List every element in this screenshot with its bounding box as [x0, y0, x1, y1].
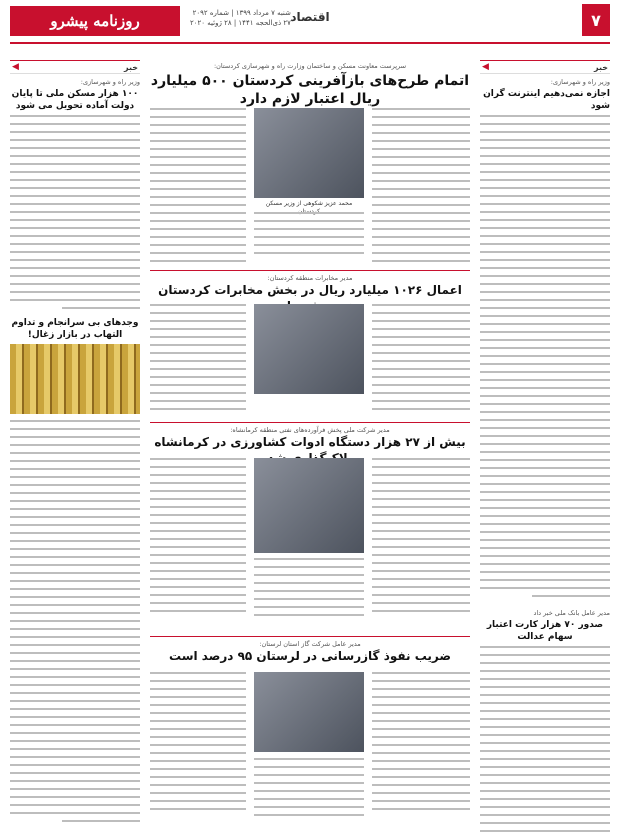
story3-divider — [150, 422, 470, 423]
middle-column — [150, 60, 470, 830]
right-headline-1: اجازه نمی‌دهیم اینترنت گران شود — [483, 89, 610, 111]
story3-kicker: مدیر شرکت ملی پخش فرآورده‌های نفتی منطقه کرمانشاه: — [230, 426, 390, 434]
story3-body-left — [150, 458, 246, 628]
story4-headline: ضریب نفوذ گازرسانی در لرستان ۹۵ درصد است — [169, 649, 451, 663]
issue-line-1: شنبه ۷ مرداد ۱۳۹۹ | شماره ۲۰۹۲ — [192, 9, 291, 17]
left-headline-1: ۱۰۰ هزار مسکن ملی تا پایان دولت آماده تحویل می شود — [11, 89, 139, 111]
story1-kicker: سرپرست معاونت مسکن و ساختمان وزارت راه و شهرسازی کردستان: — [213, 62, 407, 70]
header-rule — [10, 42, 610, 44]
left-news-bar — [10, 60, 140, 74]
left-body-2 — [10, 420, 140, 830]
story2-portrait-photo — [254, 304, 364, 394]
story3-body-right — [372, 458, 470, 628]
right-news-label: خبر — [593, 62, 608, 72]
story4-body-left — [150, 672, 246, 826]
story-kurdistan-renovation — [150, 60, 470, 265]
story4-body-right — [372, 672, 470, 826]
story1-headline: اتمام طرح‌های بازآفرینی کردستان ۵۰۰ میلیارد ریال اعتبار لازم دارد — [150, 73, 470, 107]
arrow-left-icon: ◀ — [482, 62, 489, 72]
left-kicker-1: وزیر راه و شهرسازی: — [80, 78, 140, 86]
newspaper-logo: روزنامه پیشرو — [10, 6, 180, 36]
story1-portrait-photo — [254, 108, 364, 198]
story2-body-right — [372, 304, 470, 414]
story4-divider — [150, 636, 470, 637]
story4-portrait-photo — [254, 672, 364, 752]
right-body-1 — [480, 115, 610, 605]
story-kermanshah-plates — [150, 422, 470, 632]
story-lorestan-gas — [150, 636, 470, 830]
story2-headline: اعمال ۱۰۲۶ میلیارد ریال در بخش مخابرات کردستان — [158, 283, 462, 297]
story1-body-mid — [254, 212, 364, 262]
story2-divider — [150, 270, 470, 271]
story3-body-mid — [254, 558, 364, 628]
story1-body-left — [150, 108, 246, 263]
story3-headline: بیش از ۲۷ هزار دستگاه ادوات کشاورزی در کرمانشاه — [154, 435, 466, 449]
story1-body-right — [372, 108, 470, 263]
right-headline-2: صدور ۷۰ هزار کارت اعتبار سهام عدالت — [486, 620, 604, 642]
story3-portrait-photo — [254, 458, 364, 553]
section-title: اقتصاد — [290, 10, 330, 24]
page-number: ۷ — [582, 4, 610, 36]
right-column — [480, 60, 610, 830]
story2-kicker: مدیر مخابرات منطقه کردستان: — [267, 274, 353, 282]
right-body-2 — [480, 646, 610, 837]
issue-line-2: ۲۷ ذی‌الحجه ۱۴۴۱ | ۲۸ ژوئیه ۲۰۲۰ — [190, 19, 291, 27]
right-news-bar — [480, 60, 610, 74]
story4-body-mid — [254, 758, 364, 826]
issue-info — [190, 8, 291, 28]
left-body-1 — [10, 115, 140, 315]
story-kurdistan-telecom — [150, 270, 470, 420]
left-headline-2: وجدهای بی سرانجام و تداوم التهاب در بازار زغال! — [11, 318, 139, 340]
story2-body-left — [150, 304, 246, 414]
masthead — [0, 0, 620, 60]
gold-coins-photo — [10, 344, 140, 414]
left-news-label: خبر — [123, 62, 138, 72]
right-kicker-1: وزیر راه و شهرسازی: — [550, 78, 610, 86]
right-kicker-2: مدیر عامل بانک ملی خبر داد — [533, 609, 610, 617]
story4-kicker: مدیر عامل شرکت گاز استان لرستان: — [259, 640, 361, 648]
arrow-left-icon: ◀ — [12, 62, 19, 72]
story1-caption: محمد عزیز شکوهی از وزیر مسکن — [265, 200, 353, 207]
left-column — [10, 60, 140, 830]
